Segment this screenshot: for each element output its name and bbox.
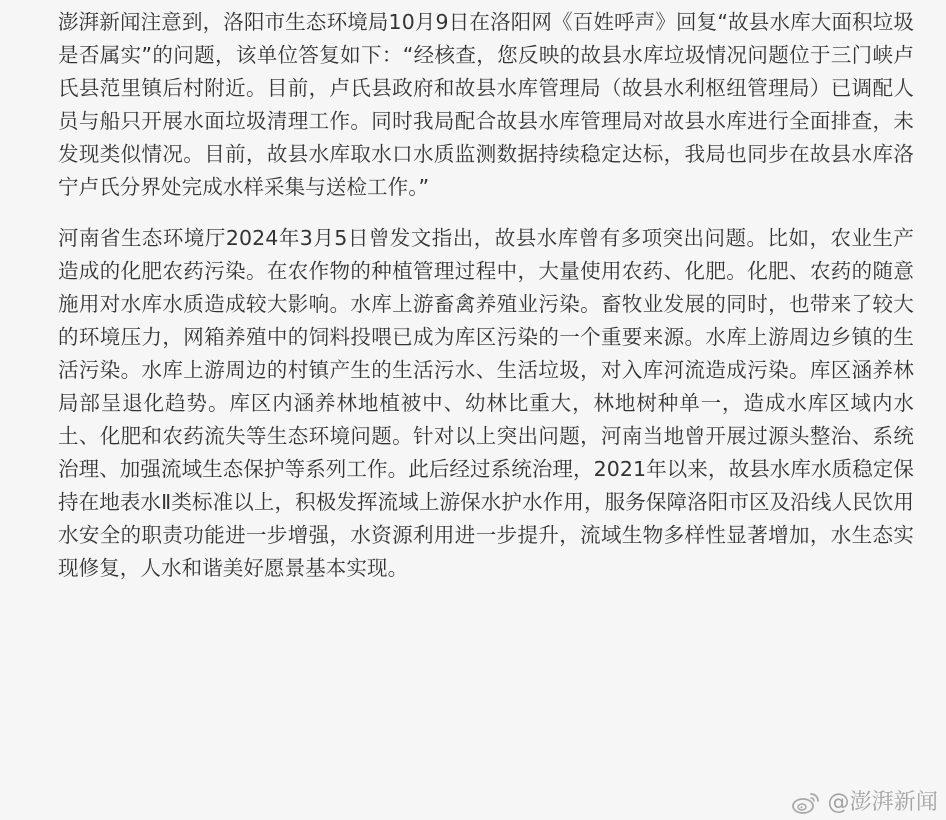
article-paragraph-1: 澎湃新闻注意到，洛阳市生态环境局10月9日在洛阳网《百姓呼声》回复“故县水库大面积垃圾是否属实”的问题，该单位答复如下：“经核查，您反映的故县水库垃圾情况问题位于三门峡卢氏县范里镇后村附近。目前，卢氏县政府和故县水库管理局（故县水利枢纽管理局）已调配人员与船只开展水面垃圾清理工作。同时我局配合故县水库管理局对故县水库进行全面排查，未发现类似情况。目前，故县水库取水口水质监测数据持续稳定达标，我局也同步在故县水库洛宁卢氏分界处完成水样采集与送检工作。” [58, 10, 914, 199]
watermark-text: @澎湃新闻 [827, 790, 938, 815]
weibo-logo-icon [791, 791, 821, 815]
source-watermark [791, 790, 938, 816]
article-paragraph-2: 河南省生态环境厅2024年3月5日曾发文指出，故县水库曾有多项突出问题。比如，农业生产造成的化肥农药污染。在农作物的种植管理过程中，大量使用农药、化肥。化肥、农药的随意施用对水库水质造成较大影响。水库上游畜禽养殖业污染。畜牧业发展的同时，也带来了较大的环境压力，网箱养殖中的饲料投喂已成为库区污染的一个重要来源。水库上游周边乡镇的生活污染。水库上游周边的村镇产生的生活污水、生活垃圾，对入库河流造成污染。库区涵养林局部呈退化趋势。库区内涵养林地植被中、幼林比重大，林地树种单一，造成水库区域内水土、化肥和农药流失等生态环境问题。针对以上突出问题，河南当地曾开展过源头整治、系统治理、加强流域生态保护等系列工作。此后经过系统治理，2021年以来，故县水库水质稳定保持在地表水Ⅱ类标准以上，积极发挥流域上游保水护水作用，服务保障洛阳市区及沿线人民饮用水安全的职责功能进一步增强，水资源利用进一步提升，流域生物多样性显著增加，水生态实现修复，人水和谐美好愿景基本实现。 [58, 226, 914, 580]
